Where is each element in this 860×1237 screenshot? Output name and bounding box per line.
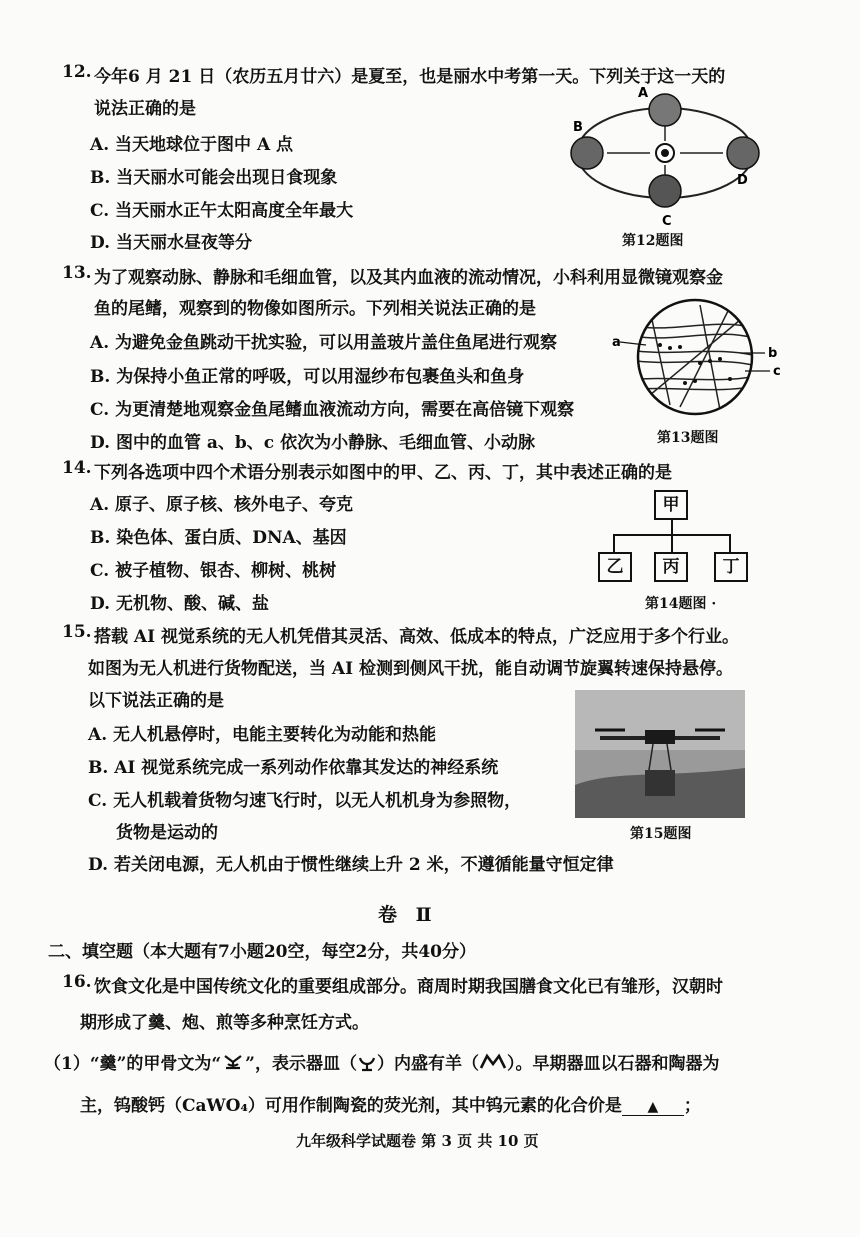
cargo-box bbox=[645, 770, 675, 796]
q12-stem-line2: 说法正确的是 bbox=[94, 99, 196, 119]
fig13-label-a: a bbox=[612, 335, 621, 350]
fig13-label-b: b bbox=[768, 346, 778, 361]
oracle-geng-glyph-icon bbox=[221, 1052, 245, 1072]
q16-sub1-tail: ； bbox=[683, 1096, 701, 1116]
q16-number: 16. bbox=[62, 972, 92, 992]
q15-stem-line1: 搭载 AI 视觉系统的无人机凭借其灵活、高效、低成本的特点，广泛应用于多个行业。 bbox=[94, 627, 739, 647]
q13-stem-line1: 为了观察动脉、静脉和毛细血管，以及其内血液的流动情况，小科利用显微镜观察金 bbox=[94, 268, 723, 288]
fish-tail-blood-vessel-diagram bbox=[610, 295, 785, 425]
earth-d-icon bbox=[727, 137, 759, 169]
q16-stem-line2: 期形成了羹、炮、煎等多种烹饪方式。 bbox=[80, 1013, 369, 1033]
q14-option-b: B. 染色体、蛋白质、DNA、基因 bbox=[90, 528, 347, 548]
q13-stem-line2: 鱼的尾鳍，观察到的物像如图所示。下列相关说法正确的是 bbox=[94, 299, 536, 319]
node-yi: 乙 bbox=[598, 552, 632, 582]
q15-option-a: A. 无人机悬停时，电能主要转化为动能和热能 bbox=[88, 725, 437, 745]
q16-sub1-part-d: ）。早期器皿以石器和陶器为 bbox=[506, 1054, 720, 1074]
q16-sub1-line2-text: 主，钨酸钙（CaWO₄）可用作制陶瓷的荧光剂，其中钨元素的化合价是 bbox=[80, 1096, 622, 1116]
drone-photo bbox=[575, 690, 745, 818]
q12-caption: 第12题图 bbox=[622, 233, 684, 249]
q15-number: 15. bbox=[62, 622, 92, 642]
q14-option-d: D. 无机物、酸、碱、盐 bbox=[90, 594, 269, 614]
q13-option-d: D. 图中的血管 a、b、c 依次为小静脉、毛细血管、小动脉 bbox=[90, 433, 536, 453]
q12-stem-line1: 今年6 月 21 日（农历五月廿六）是夏至，也是丽水中考第一天。下列关于这一天的 bbox=[94, 67, 726, 87]
section-heading: 二、填空题（本大题有7小题20空，每空2分，共40分） bbox=[48, 942, 476, 962]
fig12-label-a: A bbox=[638, 86, 649, 101]
q16-stem-line1: 饮食文化是中国传统文化的重要组成部分。商周时期我国膳食文化已有雏形，汉朝时 bbox=[94, 977, 723, 997]
q13-option-b: B. 为保持小鱼正常的呼吸，可以用湿纱布包裹鱼头和鱼身 bbox=[90, 367, 525, 387]
q13-number: 13. bbox=[62, 263, 92, 283]
q16-sub1-part-a: （1）“羹”的甲骨文为“ bbox=[44, 1054, 222, 1074]
concept-hierarchy-diagram bbox=[596, 490, 776, 585]
section-title: 卷 Ⅱ bbox=[378, 904, 438, 926]
q13-option-c: C. 为更清楚地观察金鱼尾鳍血液流动方向，需要在高倍镜下观察 bbox=[90, 400, 575, 420]
q14-caption: 第14题图 · bbox=[645, 596, 717, 612]
fig12-label-c: C bbox=[662, 214, 672, 229]
q13-option-a: A. 为避免金鱼跳动干扰实验，可以用盖玻片盖住鱼尾进行观察 bbox=[90, 333, 558, 353]
q12-option-c: C. 当天丽水正午太阳高度全年最大 bbox=[90, 201, 354, 221]
oracle-sheep-glyph-icon bbox=[479, 1052, 507, 1072]
q14-stem-line1: 下列各选项中四个术语分别表示如图中的甲、乙、丙、丁，其中表述正确的是 bbox=[94, 463, 672, 483]
fig13-label-c: c bbox=[773, 364, 781, 379]
earth-a-icon bbox=[649, 94, 681, 126]
node-jia: 甲 bbox=[654, 490, 688, 520]
q12-option-d: D. 当天丽水昼夜等分 bbox=[90, 233, 252, 253]
q14-option-a: A. 原子、原子核、核外电子、夸克 bbox=[90, 495, 354, 515]
earth-b-icon bbox=[571, 137, 603, 169]
q16-sub1-line2 bbox=[80, 1091, 701, 1116]
earth-c-icon bbox=[649, 175, 681, 207]
q15-option-d: D. 若关闭电源，无人机由于惯性继续上升 2 米，不遵循能量守恒定律 bbox=[88, 855, 614, 875]
fig12-label-b: B bbox=[573, 120, 583, 135]
q15-stem-line2: 如图为无人机进行货物配送，当 AI 检测到侧风干扰，能自动调节旋翼转速保持悬停。 bbox=[88, 659, 733, 679]
q14-number: 14. bbox=[62, 458, 92, 478]
q12-number: 12. bbox=[62, 62, 92, 82]
fig12-label-d: D bbox=[737, 173, 748, 188]
q12-option-b: B. 当天丽水可能会出现日食现象 bbox=[90, 168, 338, 188]
q12-option-a: A. 当天地球位于图中 A 点 bbox=[90, 135, 294, 155]
page-footer: 九年级科学试题卷 第 3 页 共 10 页 bbox=[296, 1132, 539, 1150]
q14-option-c: C. 被子植物、银杏、柳树、桃树 bbox=[90, 561, 337, 581]
q16-sub1-part-c: ）内盛有羊（ bbox=[376, 1054, 479, 1074]
q16-sub1-part-b: ”，表示器皿（ bbox=[245, 1054, 357, 1074]
q15-option-c-cont: 货物是运动的 bbox=[116, 823, 218, 843]
q13-caption: 第13题图 bbox=[657, 430, 719, 446]
earth-orbit-diagram bbox=[565, 85, 770, 230]
q15-caption: 第15题图 bbox=[630, 826, 692, 842]
answer-blank[interactable]: ▲ bbox=[622, 1099, 684, 1116]
q16-sub1-line1 bbox=[44, 1049, 719, 1074]
q15-option-c: C. 无人机载着货物匀速飞行时，以无人机机身为参照物， bbox=[88, 791, 522, 811]
q15-option-b: B. AI 视觉系统完成一系列动作依靠其发达的神经系统 bbox=[88, 758, 499, 778]
node-ding: 丁 bbox=[714, 552, 748, 582]
oracle-vessel-glyph-icon bbox=[357, 1052, 377, 1072]
node-bing: 丙 bbox=[654, 552, 688, 582]
q15-stem-line3: 以下说法正确的是 bbox=[88, 691, 224, 711]
